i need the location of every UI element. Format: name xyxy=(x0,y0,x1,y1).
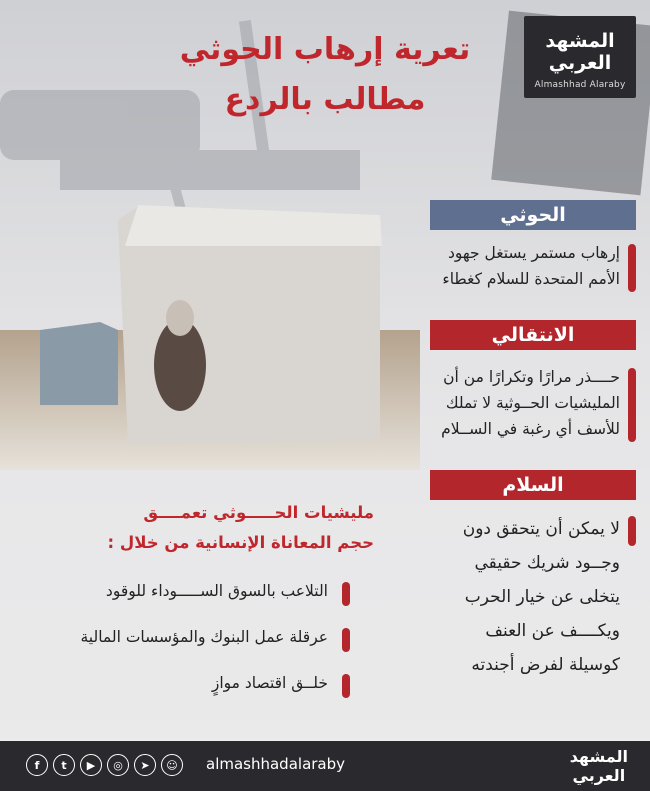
footer-bar xyxy=(0,741,650,791)
section-label-transitional: الانتقالي xyxy=(430,320,636,350)
bullet-bar xyxy=(628,244,636,292)
bullet-bar xyxy=(628,516,636,546)
section-text-houthi: إرهاب مستمر يستغل جهود الأمم المتحدة للسلام كغطاء xyxy=(390,240,636,292)
militia-box-heading: مليشيات الحـــــوثي تعمــــق حجم المعاناة الإنسانية من خلال : xyxy=(107,503,374,552)
headline-line-2: مطالب بالردع xyxy=(224,82,426,117)
list-item: عرقلة عمل البنوك والمؤسسات المالية xyxy=(40,620,350,666)
headline-line-1: تعرية إرهاب الحوثي xyxy=(179,32,471,67)
militia-impact-list xyxy=(40,574,350,712)
section-text-peace: لا يمكن أن يتحقق دون وجــود شريك حقيقي يتخلى عن خيار الحرب ويكــــف عن العنف كوسيلة لفرض أجندته xyxy=(390,512,636,682)
twitter-icon[interactable]: t xyxy=(53,754,75,776)
bullet-bar xyxy=(342,674,350,698)
brand-name-en: Almashhad Alaraby xyxy=(534,80,626,90)
section-label-peace: السلام xyxy=(430,470,636,500)
brand-name-ar: المشهد العربي xyxy=(545,30,615,74)
bullet-bar xyxy=(342,628,350,652)
footer-brand-logo: المشهد العربي xyxy=(569,747,628,785)
youtube-icon[interactable]: ▶ xyxy=(80,754,102,776)
bullet-bar xyxy=(628,368,636,442)
bullet-bar xyxy=(342,582,350,606)
telegram-icon[interactable]: ➤ xyxy=(134,754,156,776)
instagram-icon[interactable]: ◎ xyxy=(107,754,129,776)
facebook-icon[interactable]: f xyxy=(26,754,48,776)
snapchat-icon[interactable]: ☺ xyxy=(161,754,183,776)
section-text-transitional: حــــذر مرارًا وتكرارًا من أن المليشيات الحــوثية لا تملك للأسف أي رغبة في الســلام xyxy=(390,364,636,442)
section-label-houthi: الحوثي xyxy=(430,200,636,230)
social-icons xyxy=(26,754,183,776)
list-item: خلــق اقتصاد موازٍ xyxy=(40,666,350,712)
social-handle[interactable]: almashhadalaraby xyxy=(206,755,346,773)
list-item: التلاعب بالسوق الســـــوداء للوقود xyxy=(40,574,350,620)
